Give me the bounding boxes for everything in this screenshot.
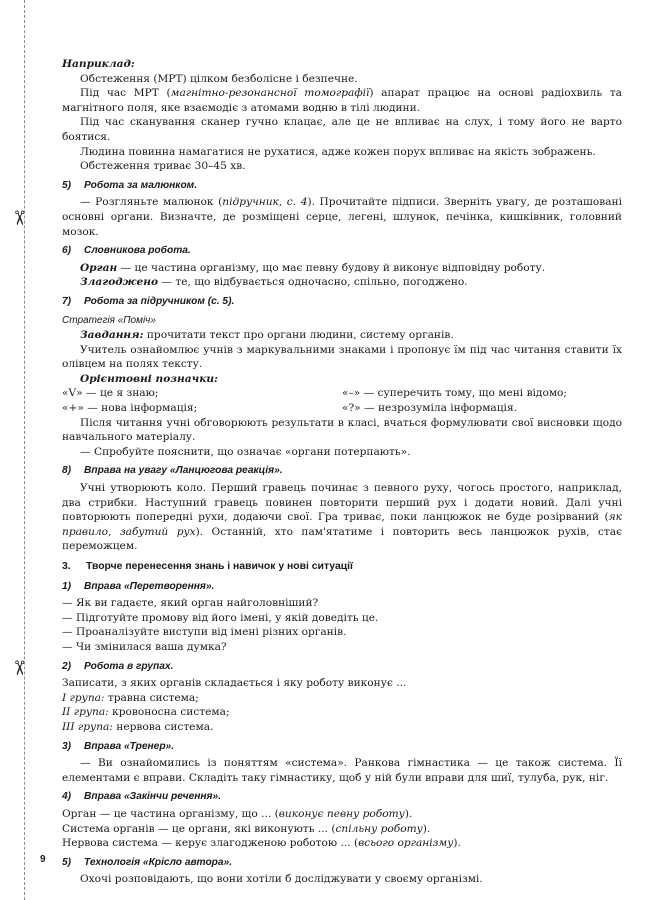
mark-item: «+» — нова інформація; — [62, 402, 198, 415]
paragraph: — Розгляньте малюнок (підручник, с. 4). Прочитайте підписи. Зверніть увагу, де розташовані основні органи. Визначте, де розміщені серце, легені, шлунок, печінка, кишківник, головний мозок. — [62, 196, 622, 238]
question: — Спробуйте пояснити, що означає «органи потерпають». — [80, 445, 411, 458]
definition: Орган — це частина організму, що має певну будову й виконує відповідну роботу. — [80, 261, 546, 274]
question: — Проаналізуйте виступи від імені різних органів. — [62, 626, 347, 639]
example-line: Обстеження (МРТ) цілком безболісне і безпечне. — [80, 72, 358, 85]
section-heading: 5) Технологія «Крісло автора». — [62, 856, 233, 868]
sentence: Орган — це частина організму, що ... (виконує певну роботу). — [62, 807, 413, 820]
section-heading: 1) Вправа «Перетворення». — [62, 580, 215, 592]
example-line: Обстеження триває 30–45 хв. — [80, 160, 246, 173]
section-heading: 4) Вправа «Закінчи речення». — [62, 791, 222, 803]
example-line: Людина повинна намагатися не рухатися, адже кожен порух впливає на якість зображень. — [80, 145, 596, 158]
paragraph: Записати, з яких органів складається і яку роботу виконує ... — [62, 677, 407, 690]
section-heading: 7) Робота за підручником (с. 5). — [62, 295, 235, 307]
page-content — [62, 57, 622, 887]
cut-line — [24, 0, 25, 900]
paragraph: Учитель ознайомлює учнів з маркувальними знаками і пропонує їм під час читання ставити їх олівцем на полях тексту. — [62, 343, 622, 371]
marks-row — [62, 401, 622, 416]
paragraph: Охочі розповідають, що вони хотіли б досліджувати у своєму організмі. — [80, 873, 483, 886]
example-line: Під час МРТ (магнітно-резонансної томографії) апарат працює на основі радіохвиль та магнітного поля, яке взаємодіє з атомами водню в тілі людини. — [62, 87, 622, 114]
marks-row — [62, 386, 622, 401]
question: — Підготуйте промову від його імені, у якій доведіть це. — [62, 611, 379, 624]
section-heading: 2) Робота в групах. — [62, 660, 174, 672]
section-heading: 8) Вправа на увагу «Ланцюгова реакція». — [62, 465, 283, 477]
section-heading: 6) Словникова робота. — [62, 245, 191, 257]
paragraph: — Ви ознайомились із поняттям «система». Ранкова гімнастика — це також система. Її елементами є вправи. Складіть таку гімнастику, щоб у ній були вправи для шиї, тулуба, рук, ніг. — [62, 757, 622, 784]
stage-heading: 3. Творче перенесення знань і навичок у нові ситуації — [62, 561, 353, 572]
sentence: Нервова система — керує злагодженою роботою ... (всього організму). — [62, 837, 461, 850]
scissors-icon: ✂ — [7, 209, 32, 227]
strategy-label: Стратегія «Поміч» — [62, 314, 156, 326]
mark-item: «?» — незрозуміла інформація. — [342, 402, 517, 415]
group-line: I група: травна система; — [62, 691, 199, 704]
mark-item: «V» — це я знаю; — [62, 387, 159, 400]
scissors-icon: ✂ — [7, 659, 32, 677]
question: — Чи змінилася ваша думка? — [62, 640, 227, 653]
question: — Як ви гадаєте, який орган найголовніший? — [62, 597, 319, 610]
example-line: Під час сканування сканер гучно клацає, але це не впливає на слух, і тому його не варто боятися. — [62, 116, 622, 143]
definition: Злагоджено — те, що відбувається одночасно, спільно, погоджено. — [80, 276, 468, 289]
group-line: III група: нервова система. — [62, 720, 214, 733]
marks-label: Орієнтовні позначки: — [80, 372, 218, 385]
paragraph: Учні утворюють коло. Перший гравець починає з певного руху, чогось простого, наприклад, два стрибки. Наступний гравець повинен повторити перший рух і додати новий. Далі учні повторюють попередні рухи, додаючи свої. Гра триває, поки ланцюжок не буде розірваний (як правило, забутий рух). Останній, хто пам'ятатиме і повторить весь ланцюжок рухів, стає переможцем. — [62, 482, 622, 553]
mark-item: «–» — суперечить тому, що мені відомо; — [342, 387, 568, 400]
example-heading: Наприклад: — [62, 58, 135, 70]
sentence: Система органів — це органи, які виконують ... (спільну роботу). — [62, 822, 431, 835]
section-heading: 5) Робота за малюнком. — [62, 179, 198, 191]
paragraph: Після читання учні обговорюють результати в класі, вчаться формулювати свої висновки щодо навчального матеріалу. — [62, 416, 622, 444]
section-heading: 3) Вправа «Тренер». — [62, 740, 175, 752]
page-number: 9 — [40, 854, 46, 865]
paragraph: Завдання: прочитати текст про органи людини, систему органів. — [80, 329, 454, 342]
group-line: II група: кровоносна система; — [62, 706, 230, 719]
